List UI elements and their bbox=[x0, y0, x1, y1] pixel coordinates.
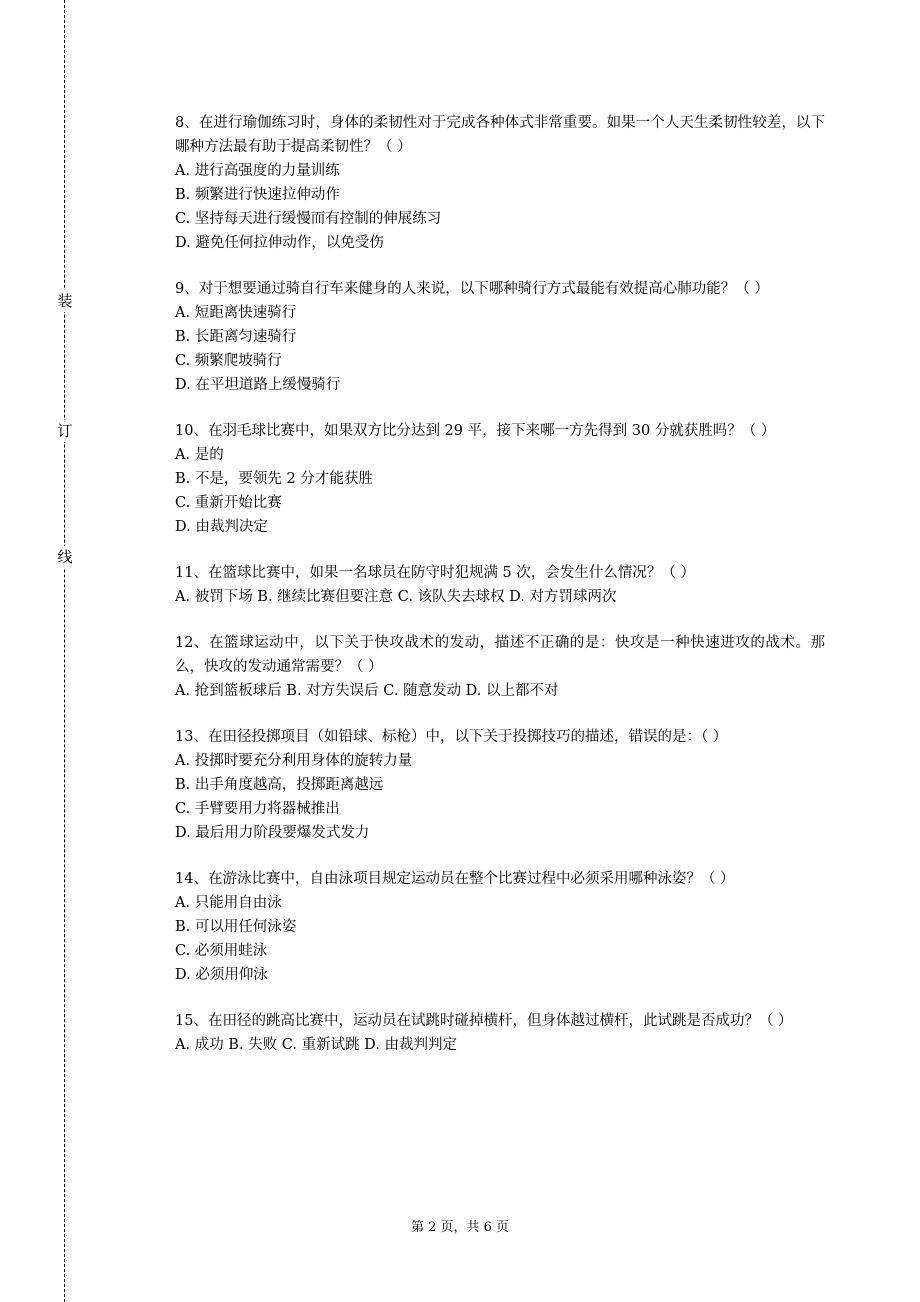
binding-char-xian: 线 bbox=[57, 548, 73, 566]
option-a: A. 是的 bbox=[175, 447, 224, 463]
option-d: D. 最后用力阶段要爆发式发力 bbox=[175, 825, 370, 841]
question-list bbox=[175, 111, 825, 1079]
binding-char-zhuang: 装 bbox=[57, 292, 73, 310]
option-b: B. 出手角度越高，投掷距离越远 bbox=[175, 777, 384, 793]
option-b: B. 频繁进行快速拉伸动作 bbox=[175, 187, 340, 203]
page-number: 第 2 页，共 6 页 bbox=[410, 1220, 510, 1235]
question-stem: 14、在游泳比赛中，自由泳项目规定运动员在整个比赛过程中必须采用哪种泳姿？（ ） bbox=[175, 871, 735, 887]
option-c: C. 重新开始比赛 bbox=[175, 495, 282, 511]
binding-char-ding: 订 bbox=[57, 422, 73, 440]
option-d: D. 由裁判决定 bbox=[175, 519, 268, 535]
option-a: A. 短距离快速骑行 bbox=[175, 305, 297, 321]
question-10 bbox=[175, 419, 825, 539]
options-inline: A. 成功 B. 失败 C. 重新试跳 D. 由裁判判定 bbox=[175, 1037, 458, 1053]
option-b: B. 长距离匀速骑行 bbox=[175, 329, 297, 345]
option-c: C. 手臂要用力将器械推出 bbox=[175, 801, 340, 817]
question-stem: 15、在田径的跳高比赛中，运动员在试跳时碰掉横杆，但身体越过横杆，此试跳是否成功？（ ） bbox=[175, 1013, 793, 1029]
option-c: C. 必须用蛙泳 bbox=[175, 943, 268, 959]
question-stem: 8、在进行瑜伽练习时，身体的柔韧性对于完成各种体式非常重要。如果一个人天生柔韧性较差，以下哪种方法最有助于提高柔韧性？（ ） bbox=[175, 115, 825, 155]
question-15 bbox=[175, 1009, 825, 1057]
options-inline: A. 抢到篮板球后 B. 对方失误后 C. 随意发动 D. 以上都不对 bbox=[175, 683, 559, 699]
question-9 bbox=[175, 277, 825, 397]
option-b: B. 不是，要领先 2 分才能获胜 bbox=[175, 471, 373, 487]
option-d: D. 在平坦道路上缓慢骑行 bbox=[175, 377, 341, 393]
question-stem: 13、在田径投掷项目（如铅球、标枪）中，以下关于投掷技巧的描述，错误的是：（ ） bbox=[175, 729, 728, 745]
option-d: D. 必须用仰泳 bbox=[175, 967, 268, 983]
option-c: C. 坚持每天进行缓慢而有控制的伸展练习 bbox=[175, 211, 442, 227]
question-12 bbox=[175, 631, 825, 703]
option-c: C. 频繁爬坡骑行 bbox=[175, 353, 282, 369]
option-a: A. 进行高强度的力量训练 bbox=[175, 163, 340, 179]
question-stem: 10、在羽毛球比赛中，如果双方比分达到 29 平，接下来哪一方先得到 30 分就获胜吗？（ ） bbox=[175, 423, 776, 439]
option-b: B. 可以用任何泳姿 bbox=[175, 919, 297, 935]
question-stem: 9、对于想要通过骑自行车来健身的人来说，以下哪种骑行方式最能有效提高心肺功能？（ ） bbox=[175, 281, 769, 297]
question-stem: 11、在篮球比赛中，如果一名球员在防守时犯规满 5 次，会发生什么情况？（ ） bbox=[175, 565, 696, 581]
option-d: D. 避免任何拉伸动作，以免受伤 bbox=[175, 235, 384, 251]
question-14 bbox=[175, 867, 825, 987]
question-8 bbox=[175, 111, 825, 255]
question-13 bbox=[175, 725, 825, 845]
question-11 bbox=[175, 561, 825, 609]
binding-dashed-line bbox=[64, 0, 65, 1302]
option-a: A. 投掷时要充分利用身体的旋转力量 bbox=[175, 753, 413, 769]
question-stem: 12、在篮球运动中，以下关于快攻战术的发动，描述不正确的是：快攻是一种快速进攻的战术。那么，快攻的发动通常需要？（ ） bbox=[175, 635, 825, 675]
option-a: A. 只能用自由泳 bbox=[175, 895, 282, 911]
options-inline: A. 被罚下场 B. 继续比赛但要注意 C. 该队失去球权 D. 对方罚球两次 bbox=[175, 589, 617, 605]
